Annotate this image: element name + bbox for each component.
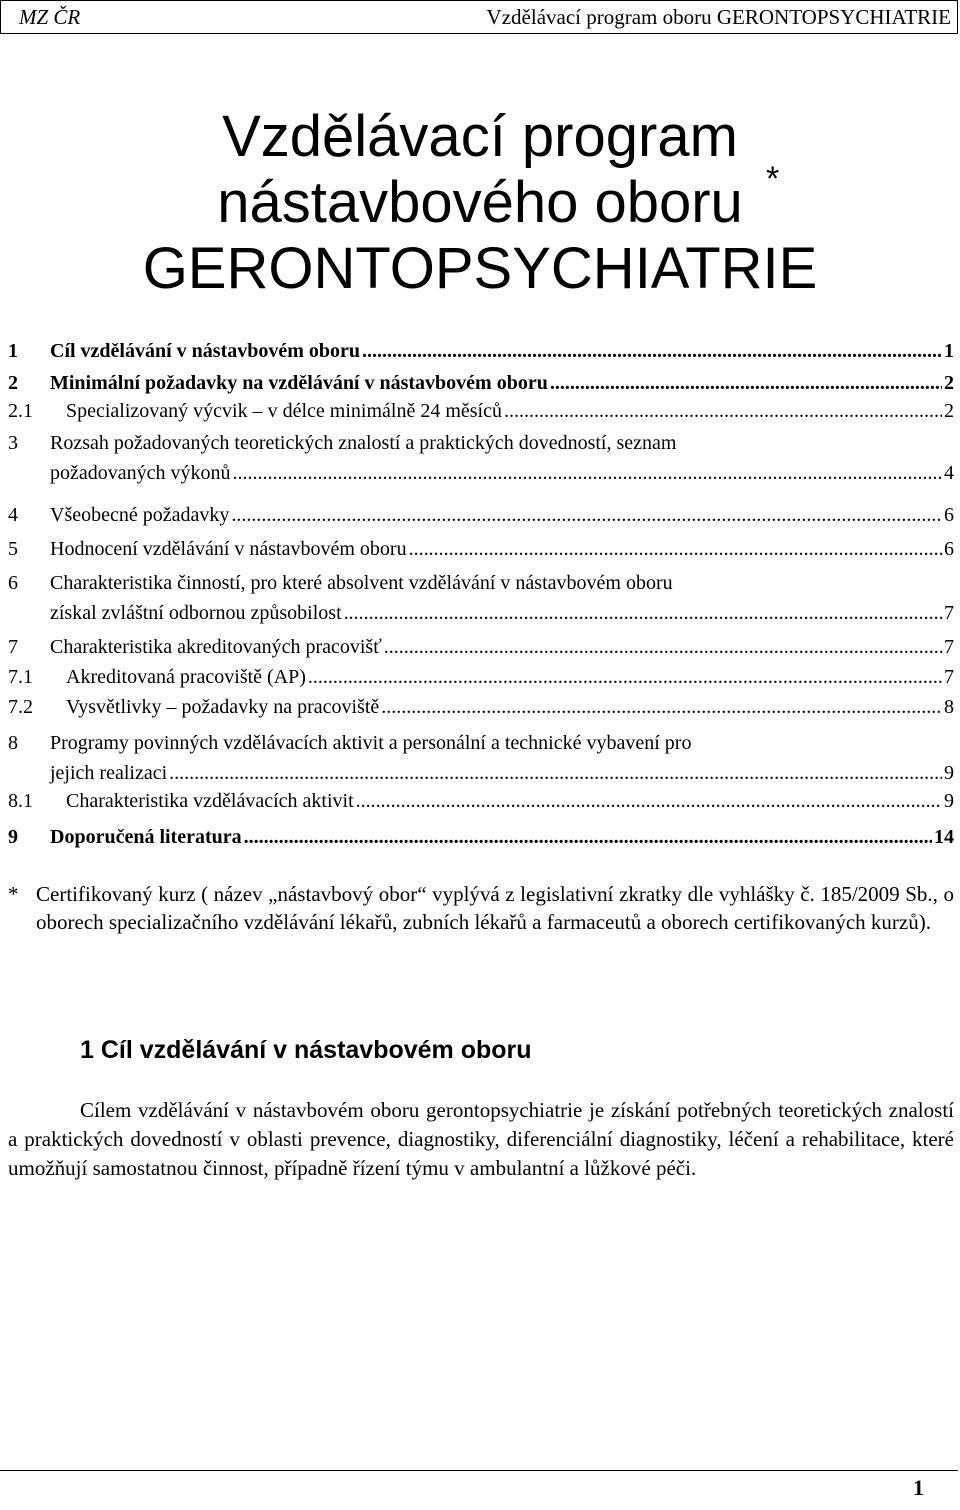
header-left: MZ ČR	[19, 5, 81, 29]
toc-entry[interactable]	[8, 340, 954, 370]
toc-text: Hodnocení vzdělávání v nástavbovém oboru	[50, 538, 407, 560]
toc-number: 2	[8, 372, 18, 394]
page-number: 1	[913, 1475, 924, 1500]
toc-number: 4	[8, 504, 18, 526]
toc-text: Cíl vzdělávání v nástavbovém oboru	[50, 340, 361, 362]
toc-entry[interactable]	[8, 696, 954, 726]
toc-text: Minimální požadavky na vzdělávání v nástavbovém oboru	[50, 372, 548, 394]
toc-text: Všeobecné požadavky	[50, 504, 230, 526]
toc-number: 9	[8, 826, 18, 848]
toc-number: 5	[8, 538, 18, 560]
toc-entry[interactable]	[8, 666, 954, 696]
toc-text: Charakteristika vzdělávacích aktivit	[66, 790, 354, 812]
toc-page: 6	[944, 504, 954, 526]
toc-text: Specializovaný výcvik – v délce minimálně 24 měsíců	[66, 400, 502, 422]
toc-text: Akreditovaná pracoviště (AP)	[66, 666, 306, 688]
toc-text-cont: požadovaných výkonů	[50, 462, 231, 484]
toc-number: 8.1	[8, 790, 33, 812]
toc-page: 9	[944, 762, 954, 784]
toc-number: 6	[8, 572, 18, 594]
page-header	[0, 0, 958, 34]
toc-entry[interactable]	[8, 636, 954, 666]
toc-text: Doporučená literatura	[50, 826, 242, 848]
toc-text: Programy povinných vzdělávacích aktivit a personální a technické vybavení pro	[50, 732, 692, 754]
toc-number: 3	[8, 432, 18, 454]
toc-page: 2	[944, 372, 954, 394]
toc-entry[interactable]	[8, 790, 954, 820]
document-title	[0, 104, 960, 302]
title-line-2: nástavbového oboru	[217, 170, 743, 235]
toc-number: 8	[8, 732, 18, 754]
toc-page: 7	[944, 602, 954, 624]
toc-entry[interactable]	[8, 538, 954, 568]
toc-text-cont: získal zvláštní odbornou způsobilost	[50, 602, 342, 624]
footnote-text: Certifikovaný kurz ( název „nástavbový obor“ vyplývá z legislativní zkratky dle vyhlášky č. 185/2009 Sb., o oborech specializačního vzdělávání lékařů, zubních lékařů a farmaceutů a oborech certifikovaných kurzů).	[36, 882, 954, 934]
footnote	[8, 880, 954, 936]
section-paragraph: Cílem vzdělávání v nástavbovém oboru gerontopsychiatrie je získání potřebných teoretických znalostí a praktických dovedností v oblasti prevence, diagnostiky, diferenciální diagnostiky, léčení a rehabilitace, které umožňují samostatnou činnost, případně řízení týmu v ambulantní a lůžkové péči.	[8, 1098, 954, 1180]
toc-number: 2.1	[8, 400, 33, 422]
toc-page: 7	[944, 636, 954, 658]
toc-page: 1	[944, 340, 954, 362]
toc-entry[interactable]	[8, 504, 954, 534]
toc-page: 9	[944, 790, 954, 812]
title-line-3: GERONTOPSYCHIATRIE	[142, 236, 818, 301]
toc-entry[interactable]	[8, 400, 954, 430]
header-right: Vzdělávací program oboru GERONTOPSYCHIATRIE	[486, 5, 951, 29]
toc-number: 7.2	[8, 696, 33, 718]
toc-entry[interactable]	[8, 572, 954, 632]
toc-entry[interactable]	[8, 372, 954, 402]
toc-entry[interactable]	[8, 432, 954, 492]
toc-entry[interactable]	[8, 732, 954, 792]
toc-text: Charakteristika akreditovaných pracovišť	[50, 636, 382, 658]
toc-page: 14	[934, 826, 954, 848]
title-asterisk: *	[766, 160, 780, 198]
toc-text: Rozsah požadovaných teoretických znalostí a praktických dovedností, seznam	[50, 432, 677, 454]
toc-number: 7	[8, 636, 18, 658]
section-heading: 1 Cíl vzdělávání v nástavbovém oboru	[80, 1036, 532, 1064]
toc-text: Vysvětlivky – požadavky na pracoviště	[66, 696, 380, 718]
toc-number: 1	[8, 340, 18, 362]
footnote-asterisk: *	[8, 882, 19, 906]
toc-number: 7.1	[8, 666, 33, 688]
toc-page: 6	[944, 538, 954, 560]
toc-page: 2	[944, 400, 954, 422]
title-line-1: Vzdělávací program	[222, 104, 738, 169]
toc-text-cont: jejich realizaci	[50, 762, 168, 784]
toc-page: 4	[944, 462, 954, 484]
toc-page: 8	[944, 696, 954, 718]
toc-entry[interactable]	[8, 826, 954, 856]
toc-text: Charakteristika činností, pro které absolvent vzdělávání v nástavbovém oboru	[50, 572, 673, 594]
toc-page: 7	[944, 666, 954, 688]
page-footer	[0, 1470, 958, 1510]
